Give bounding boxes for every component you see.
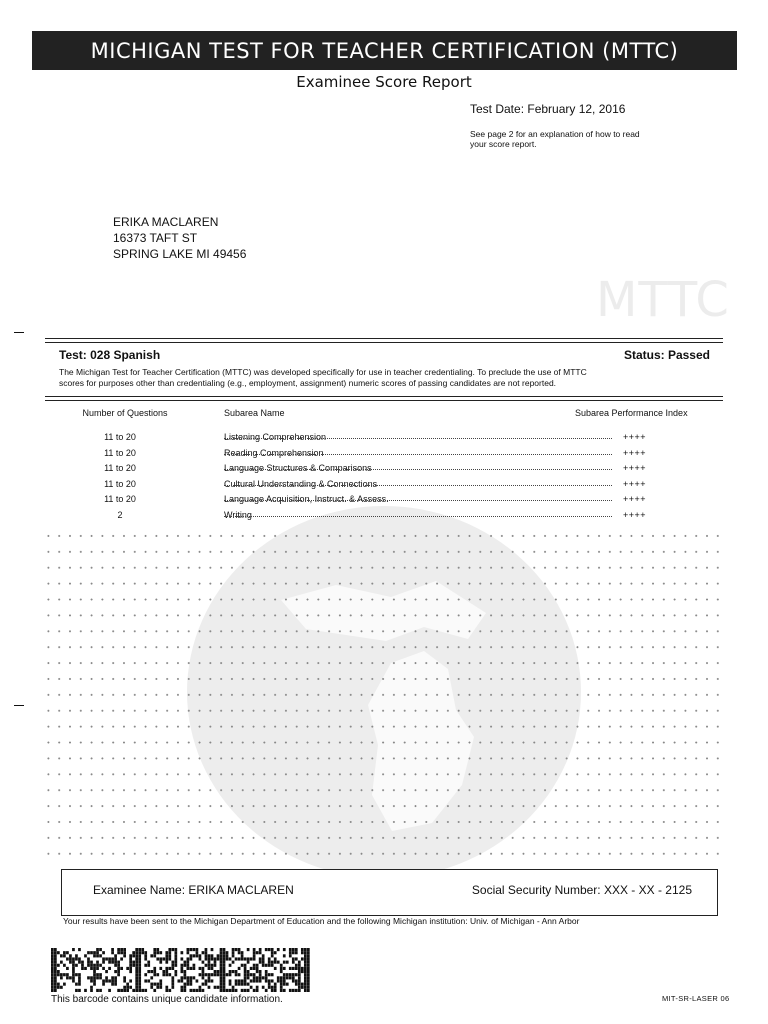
row-subarea-name: Cultural Understanding & Connections [224, 479, 612, 489]
row-performance-index: ++++ [623, 447, 647, 458]
table-row [0, 463, 768, 479]
row-question-count: 11 to 20 [104, 494, 136, 504]
mailing-address [113, 214, 246, 262]
row-question-count: 11 to 20 [104, 478, 136, 489]
explanation-note [470, 129, 690, 149]
margin-tick-mark [14, 332, 24, 333]
row-subarea-name: Reading Comprehension [224, 448, 612, 458]
report-title: MICHIGAN TEST FOR TEACHER CERTIFICATION (MTTC) [90, 38, 679, 63]
results-sent-notice: Your results have been sent to the Michigan Department of Education and the following Michigan institution: Univ. of Michigan - Ann Arbor [63, 916, 580, 926]
row-question-count: 2 [117, 509, 123, 520]
row-performance-index: ++++ [623, 494, 647, 504]
divider-line [45, 400, 723, 401]
table-row [0, 479, 768, 495]
table-row [0, 448, 768, 464]
row-question-count: 11 to 20 [104, 447, 136, 458]
row-performance-index: ++++ [623, 478, 647, 489]
row-question-count: 11 to 20 [104, 463, 136, 473]
disclaimer-line-2: scores for purposes other than credentialing (e.g., employment, assignment) numeric scores of passing candidates are not reported. [59, 377, 557, 388]
row-performance-index: ++++ [623, 432, 647, 442]
row-subarea-name: Writing [224, 510, 612, 520]
column-header-subarea: Subarea Name [224, 408, 285, 418]
row-subarea-name: Language Structures & Comparisons [224, 463, 612, 473]
social-security-number: Social Security Number: XXX - XX - 2125 [471, 883, 692, 897]
row-subarea-name: Listening Comprehension [224, 432, 612, 442]
mttc-logo-watermark: MTTC [596, 272, 730, 328]
examinee-name: Examinee Name: ERIKA MACLAREN [93, 883, 294, 897]
margin-tick-mark [14, 705, 24, 706]
divider-line [45, 338, 723, 339]
address-street: 16373 TAFT ST [113, 231, 198, 245]
table-row [0, 494, 768, 510]
table-row [0, 510, 768, 526]
row-subarea-name: Language Acquisition, Instruct. & Assess. [224, 494, 612, 504]
row-question-count: 11 to 20 [104, 432, 136, 442]
note-line-2: your score report. [470, 139, 537, 149]
report-title-bar [32, 31, 737, 70]
test-name: Test: 028 Spanish [59, 348, 161, 362]
address-city: SPRING LAKE MI 49456 [113, 247, 247, 261]
table-row [0, 432, 768, 448]
address-name: ERIKA MACLAREN [113, 215, 219, 229]
examinee-info-box [61, 869, 718, 916]
column-header-questions: Number of Questions [82, 408, 168, 418]
form-code: MIT-SR-LASER 06 [662, 994, 730, 1003]
row-performance-index: ++++ [623, 509, 647, 520]
barcode-caption: This barcode contains unique candidate information. [51, 994, 283, 1005]
disclaimer-line-1: The Michigan Test for Teacher Certification (MTTC) was developed specifically for use in teacher credentialing. To preclude the use of MTTC [59, 367, 587, 377]
report-subtitle: Examinee Score Report [296, 73, 472, 91]
note-line-1: See page 2 for an explanation of how to read [470, 129, 640, 139]
score-disclaimer [59, 367, 709, 388]
column-header-index: Subarea Performance Index [575, 408, 688, 418]
divider-line [45, 342, 723, 343]
dotted-background-grid [43, 528, 723, 863]
test-status: Status: Passed [623, 348, 710, 362]
candidate-barcode [51, 948, 310, 992]
test-date: Test Date: February 12, 2016 [470, 102, 626, 116]
divider-line [45, 396, 723, 397]
row-performance-index: ++++ [623, 463, 647, 473]
